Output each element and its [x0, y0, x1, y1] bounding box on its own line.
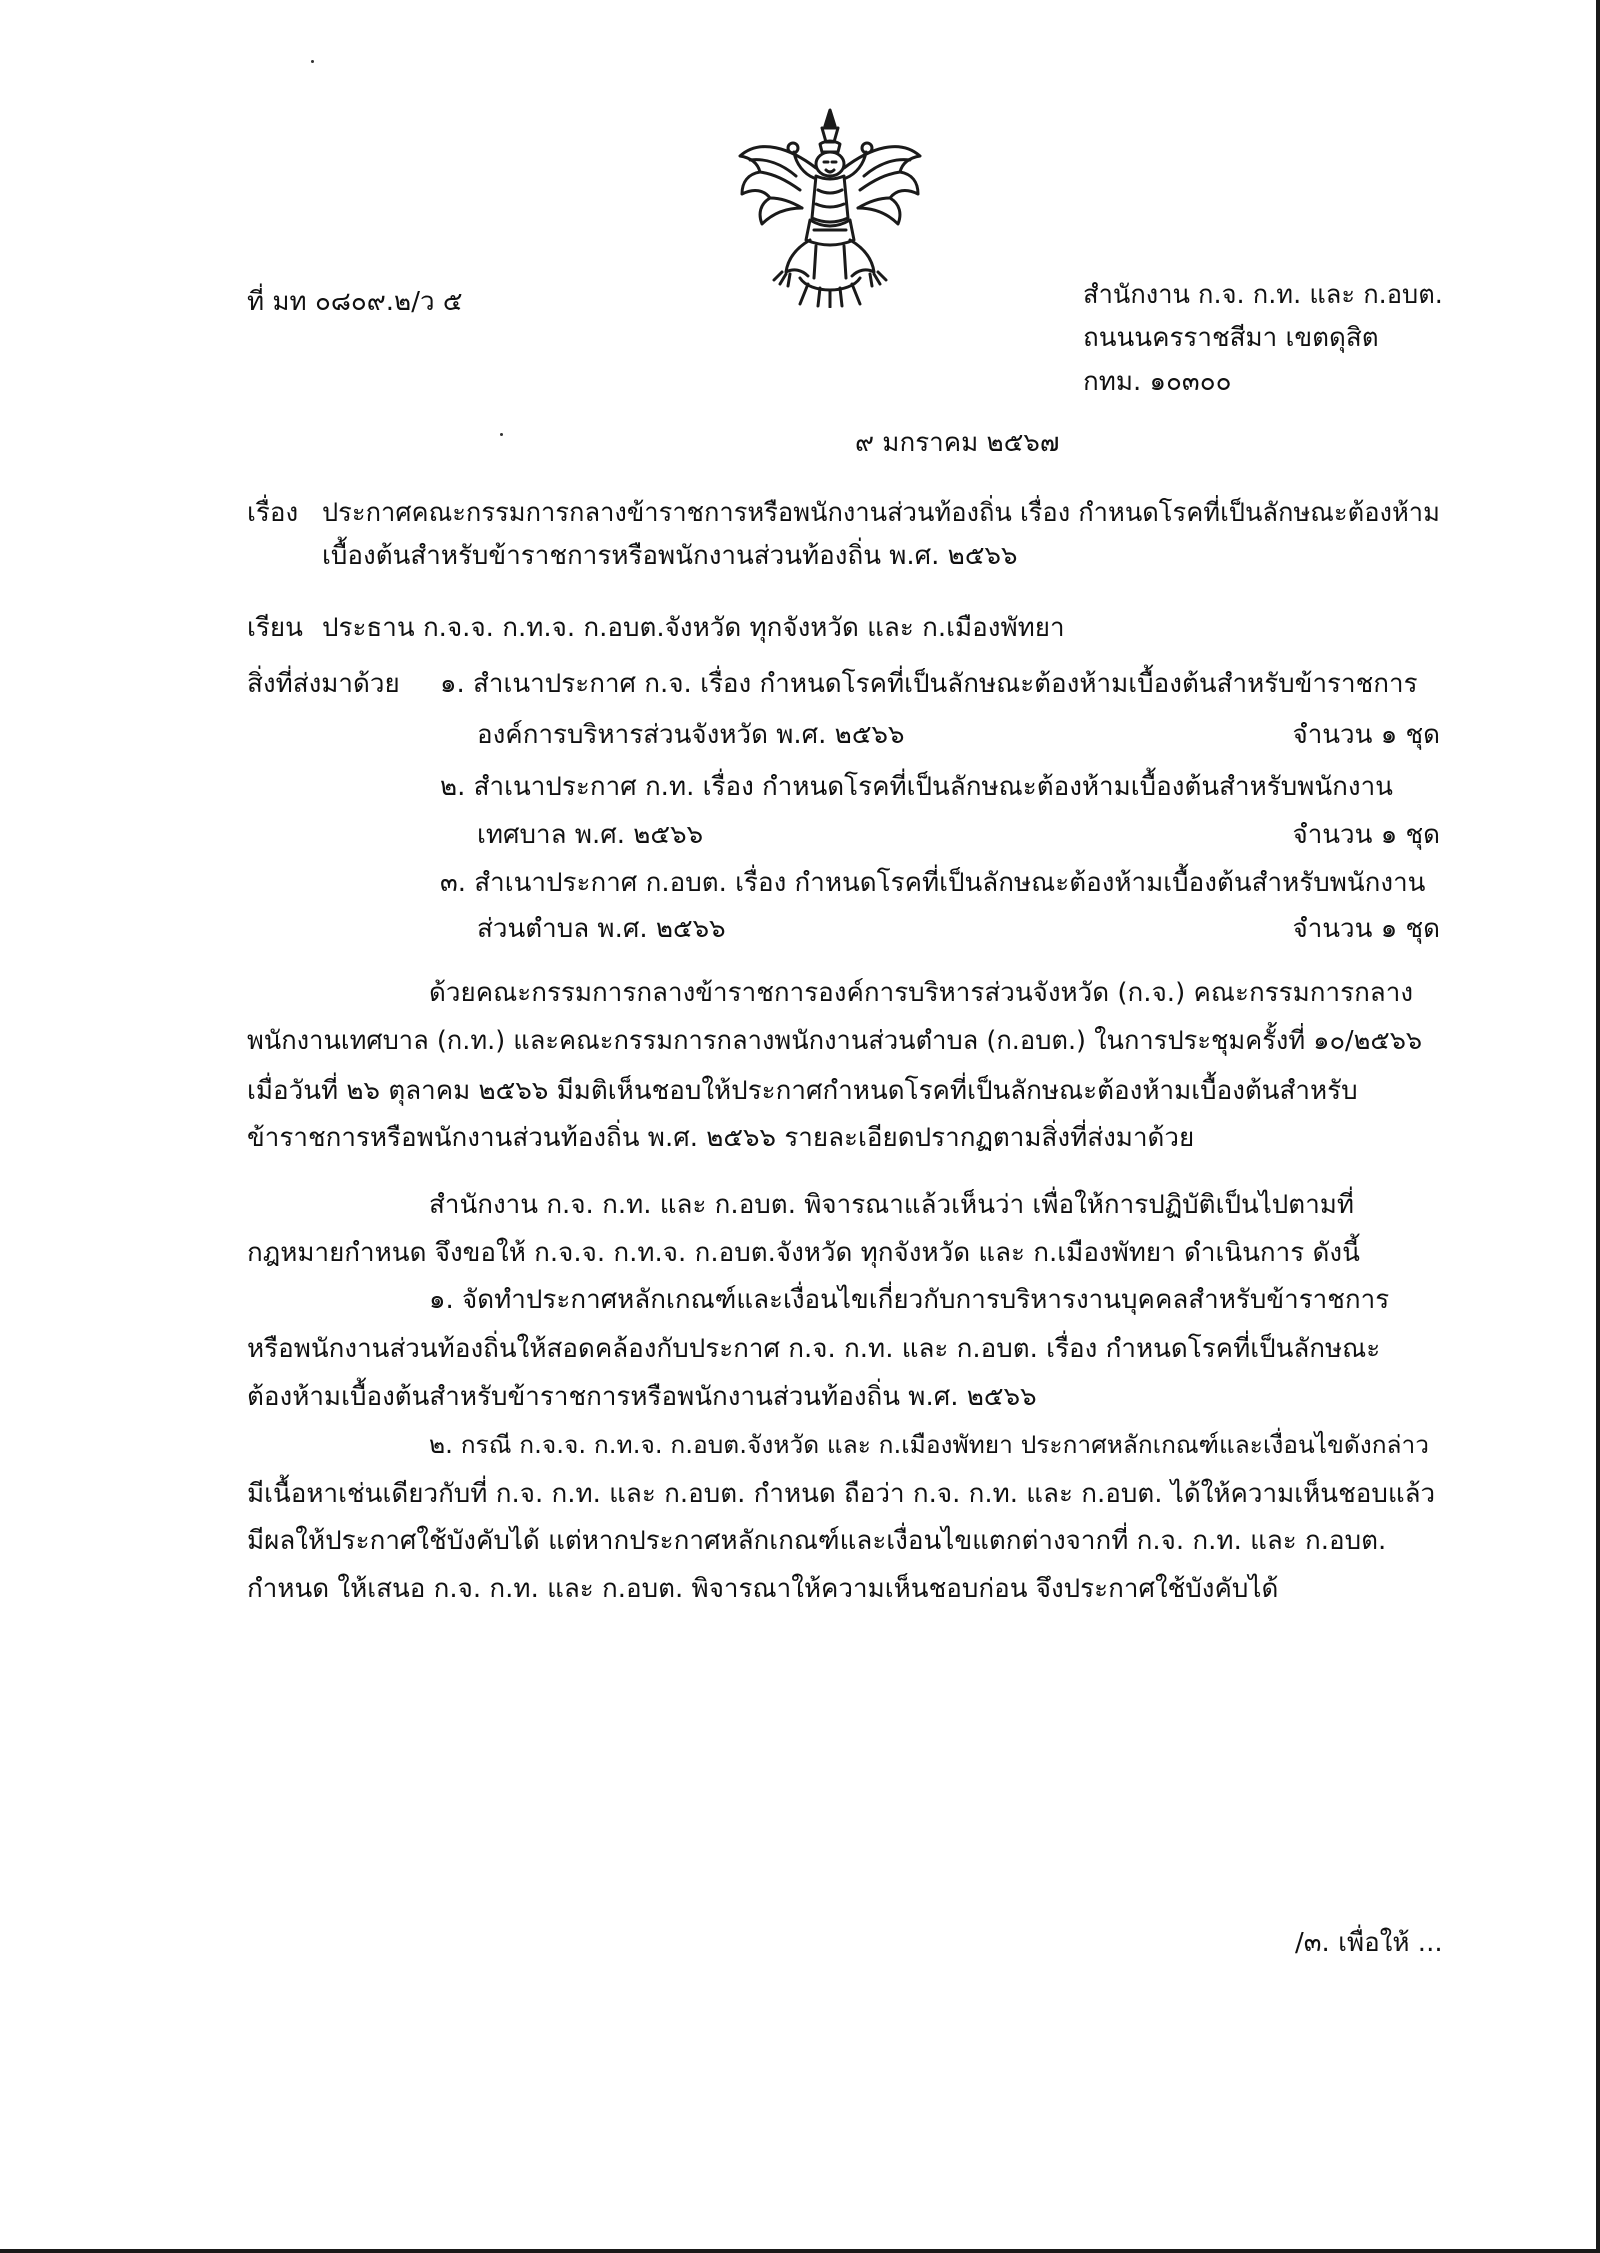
- body-paragraph-line: ด้วยคณะกรรมการกลางข้าราชการองค์การบริหารส่วนจังหวัด (ก.จ.) คณะกรรมการกลาง: [429, 978, 1414, 1008]
- body-paragraph-line: ๑. จัดทำประกาศหลักเกณฑ์และเงื่อนไขเกี่ยวกับการบริหารงานบุคคลสำหรับข้าราชการ: [429, 1285, 1390, 1315]
- enclosure-item-line: ๓. สำเนาประกาศ ก.อบต. เรื่อง กำหนดโรคที่เป็นลักษณะต้องห้ามเบื้องต้นสำหรับพนักงาน: [440, 868, 1426, 898]
- enclosure-item-line: องค์การบริหารส่วนจังหวัด พ.ศ. ๒๕๖๖: [477, 720, 905, 750]
- body-paragraph-line: ๒. กรณี ก.จ.จ. ก.ท.จ. ก.อบต.จังหวัด และ ก.เมืองพัทยา ประกาศหลักเกณฑ์และเงื่อนไขดังกล่าว: [429, 1430, 1430, 1459]
- scan-border-bottom: [0, 2249, 1600, 2253]
- enclosures-label: สิ่งที่ส่งมาด้วย: [247, 669, 400, 699]
- body-paragraph-line: สำนักงาน ก.จ. ก.ท. และ ก.อบต. พิจารณาแล้วเห็นว่า เพื่อให้การปฏิบัติเป็นไปตามที่: [429, 1190, 1355, 1220]
- body-paragraph-line: เมื่อวันที่ ๒๖ ตุลาคม ๒๕๖๖ มีมติเห็นชอบให้ประกาศกำหนดโรคที่เป็นลักษณะต้องห้ามเบื้องต้นสำหรับ: [247, 1076, 1358, 1106]
- body-paragraph-line: หรือพนักงานส่วนท้องถิ่นให้สอดคล้องกับประกาศ ก.จ. ก.ท. และ ก.อบต. เรื่อง กำหนดโรคที่เป็นลักษณะ: [247, 1334, 1381, 1364]
- subject-label: เรื่อง: [247, 498, 299, 528]
- scan-border-right: [1596, 0, 1600, 2253]
- page-continuation: /๓. เพื่อให้ ...: [1295, 1928, 1443, 1958]
- body-paragraph-line: กฎหมายกำหนด จึงขอให้ ก.จ.จ. ก.ท.จ. ก.อบต.จังหวัด ทุกจังหวัด และ ก.เมืองพัทยา ดำเนินการ ดังนี้: [247, 1238, 1360, 1268]
- enclosure-item-line: ๒. สำเนาประกาศ ก.ท. เรื่อง กำหนดโรคที่เป็นลักษณะต้องห้ามเบื้องต้นสำหรับพนักงาน: [440, 772, 1393, 802]
- enclosure-quantity: จำนวน ๑ ชุด: [1292, 914, 1440, 944]
- office-address-street: ถนนนครราชสีมา เขตดุสิต: [1083, 323, 1379, 353]
- body-paragraph-line: พนักงานเทศบาล (ก.ท.) และคณะกรรมการกลางพนักงานส่วนตำบล (ก.อบต.) ในการประชุมครั้งที่ ๑๐/๒๕๖๖: [247, 1026, 1423, 1056]
- enclosure-item-line: ๑. สำเนาประกาศ ก.จ. เรื่อง กำหนดโรคที่เป็นลักษณะต้องห้ามเบื้องต้นสำหรับข้าราชการ: [440, 669, 1418, 699]
- enclosure-quantity: จำนวน ๑ ชุด: [1292, 820, 1440, 850]
- office-address-city: กทม. ๑๐๓๐๐: [1083, 367, 1232, 397]
- body-paragraph-line: ต้องห้ามเบื้องต้นสำหรับข้าราชการหรือพนักงานส่วนท้องถิ่น พ.ศ. ๒๕๖๖: [247, 1382, 1037, 1412]
- garuda-emblem-icon: [730, 108, 930, 308]
- recipient-text: ประธาน ก.จ.จ. ก.ท.จ. ก.อบต.จังหวัด ทุกจังหวัด และ ก.เมืองพัทยา: [322, 613, 1065, 643]
- document-date: ๙ มกราคม ๒๕๖๗: [855, 428, 1060, 458]
- scan-speck: [311, 60, 314, 63]
- enclosure-item-line: ส่วนตำบล พ.ศ. ๒๕๖๖: [477, 914, 726, 944]
- reference-number: ที่ มท ๐๘๐๙.๒/ว ๕: [247, 287, 463, 317]
- scan-speck: [500, 433, 503, 436]
- enclosure-item-line: เทศบาล พ.ศ. ๒๕๖๖: [477, 820, 704, 850]
- subject-line: เบื้องต้นสำหรับข้าราชการหรือพนักงานส่วนท้องถิ่น พ.ศ. ๒๕๖๖: [322, 541, 1018, 571]
- office-name: สำนักงาน ก.จ. ก.ท. และ ก.อบต.: [1083, 280, 1443, 310]
- body-paragraph-line: กำหนด ให้เสนอ ก.จ. ก.ท. และ ก.อบต. พิจารณาให้ความเห็นชอบก่อน จึงประกาศใช้บังคับได้: [247, 1574, 1279, 1604]
- body-paragraph-line: มีผลให้ประกาศใช้บังคับได้ แต่หากประกาศหลักเกณฑ์และเงื่อนไขแตกต่างจากที่ ก.จ. ก.ท. และ ก.อบต.: [247, 1526, 1387, 1556]
- subject-line: ประกาศคณะกรรมการกลางข้าราชการหรือพนักงานส่วนท้องถิ่น เรื่อง กำหนดโรคที่เป็นลักษณะต้องห้าม: [322, 498, 1440, 528]
- body-paragraph-line: มีเนื้อหาเช่นเดียวกับที่ ก.จ. ก.ท. และ ก.อบต. กำหนด ถือว่า ก.จ. ก.ท. และ ก.อบต. ได้ให้ความเห็นชอบแล้ว: [247, 1479, 1436, 1509]
- body-paragraph-line: ข้าราชการหรือพนักงานส่วนท้องถิ่น พ.ศ. ๒๕๖๖ รายละเอียดปรากฏตามสิ่งที่ส่งมาด้วย: [247, 1123, 1195, 1153]
- enclosure-quantity: จำนวน ๑ ชุด: [1292, 720, 1440, 750]
- recipient-label: เรียน: [247, 613, 303, 643]
